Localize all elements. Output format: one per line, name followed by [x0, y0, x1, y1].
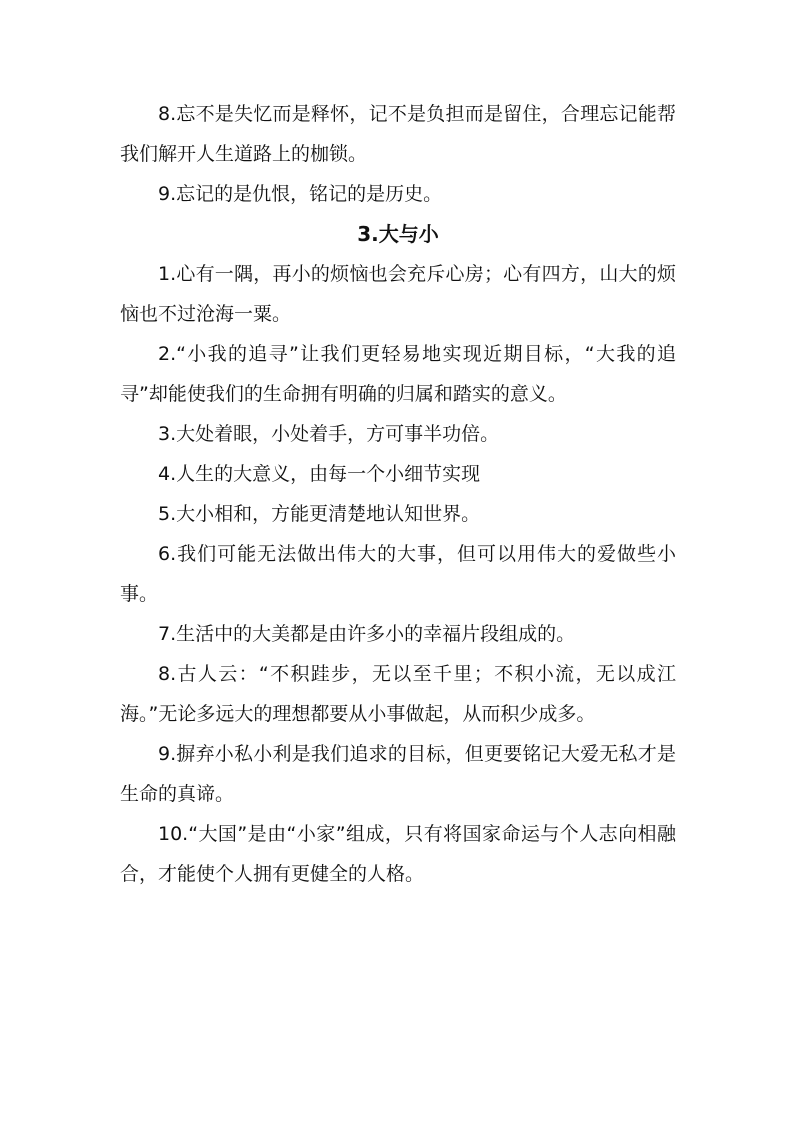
paragraph-9-forget: 9.忘记的是仇恨，铭记的是历史。 — [158, 183, 443, 205]
paragraph-10: 10.“大国”是由“小家”组成，只有将国家命运与个人志向相融合，才能使个人拥有更健全的人格。 — [120, 823, 676, 885]
paragraph-7: 7.生活中的大美都是由许多小的幸福片段组成的。 — [158, 623, 576, 645]
paragraph-4: 4.人生的大意义，由每一个小细节实现 — [158, 463, 481, 485]
paragraph-1: 1.心有一隅，再小的烦恼也会充斥心房；心有四方，山大的烦恼也不过沧海一粟。 — [120, 263, 676, 325]
document-body — [120, 94, 676, 894]
paragraph-9: 9.摒弃小私小利是我们追求的目标，但更要铭记大爱无私才是生命的真谛。 — [120, 743, 676, 805]
paragraph-6: 6.我们可能无法做出伟大的大事，但可以用伟大的爱做些小事。 — [120, 543, 676, 605]
section-heading: 3.大与小 — [357, 222, 439, 246]
paragraph-3: 3.大处着眼，小处着手，方可事半功倍。 — [158, 423, 500, 445]
paragraph-8-forget: 8.忘不是失忆而是释怀，记不是负担而是留住，合理忘记能帮我们解开人生道路上的枷锁。 — [120, 103, 676, 165]
paragraph-8: 8.古人云：“不积跬步，无以至千里；不积小流，无以成江海。”无论多远大的理想都要从小事做起，从而积少成多。 — [120, 663, 676, 725]
paragraph-2: 2.“小我的追寻”让我们更轻易地实现近期目标，“大我的追寻”却能使我们的生命拥有明确的归属和踏实的意义。 — [120, 343, 676, 405]
paragraph-5: 5.大小相和，方能更清楚地认知世界。 — [158, 503, 481, 525]
